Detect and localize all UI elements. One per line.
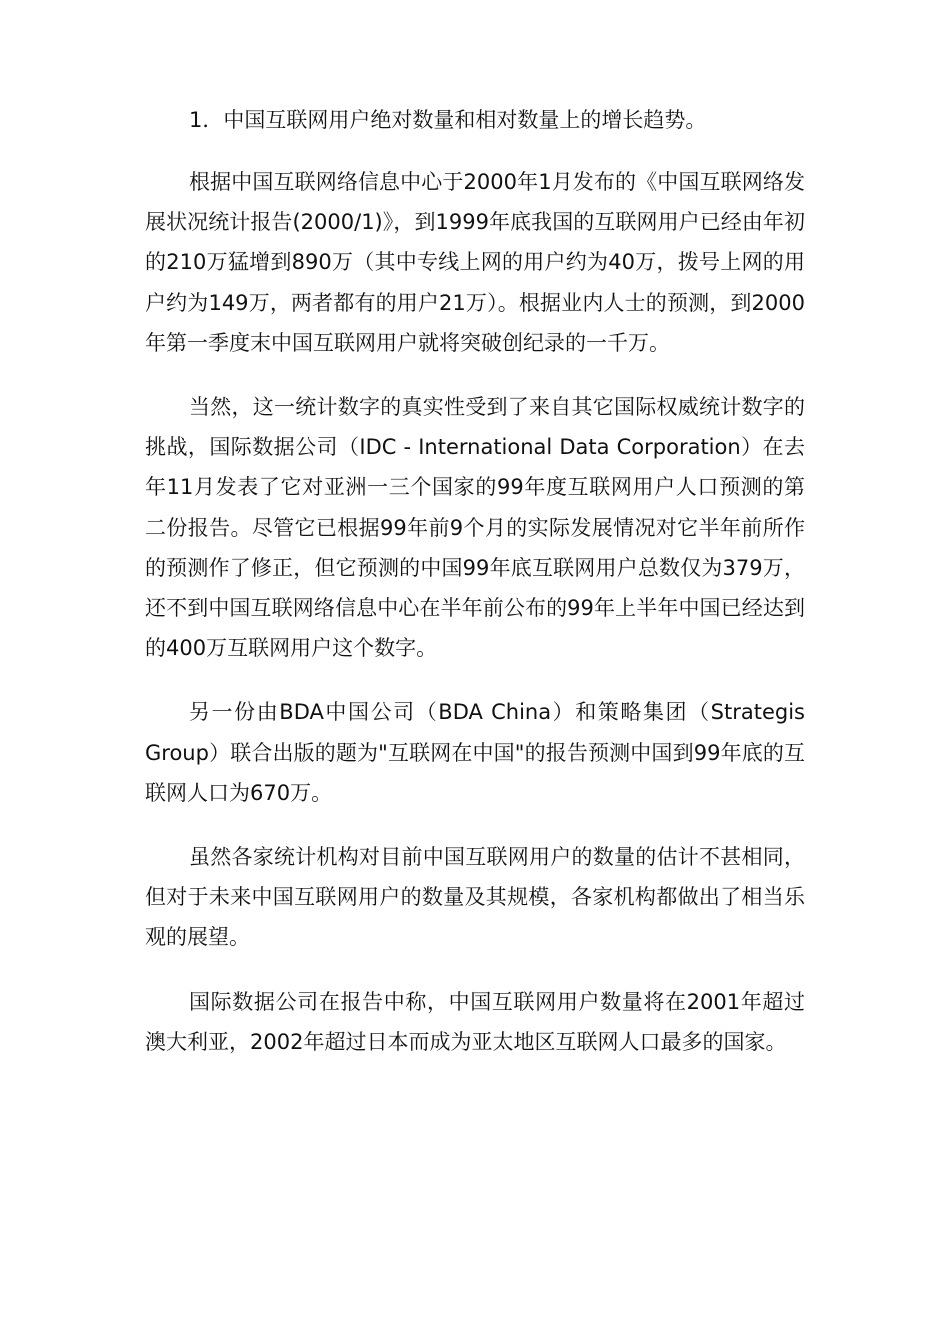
section-heading: 1．中国互联网用户绝对数量和相对数量上的增长趋势。 [189,108,707,132]
paragraph-outlook: 虽然各家统计机构对目前中国互联网用户的数量的估计不甚相同，但对于未来中国互联网用户的数量及其规模，各家机构都做出了相当乐观的展望。 [145,845,805,950]
paragraph-bda-report: 另一份由BDA中国公司（BDA China）和策略集团（Strategis Group）联合出版的题为"互联网在中国"的报告预测中国到99年底的互联网人口为670万。 [145,700,805,805]
paragraph-cnnic-report: 根据中国互联网络信息中心于2000年1月发布的《中国互联网络发展状况统计报告(2000/1)》，到1999年底我国的互联网用户已经由年初的210万猛增到890万（其中专线上网的用户约为40万，拨号上网的用户约为149万，两者都有的用户21万）。根据业内人士的预测，到2000年第一季度末中国互联网用户就将突破创纪录的一千万。 [145,170,805,355]
paragraph-idc-forecast: 国际数据公司在报告中称，中国互联网用户数量将在2001年超过澳大利亚，2002年超过日本而成为亚太地区互联网人口最多的国家。 [145,989,805,1054]
paragraph-idc-challenge: 当然，这一统计数字的真实性受到了来自其它国际权威统计数字的挑战，国际数据公司（IDC - International Data Corporation）在去年11月发表了它对亚洲一三个国家的99年度互联网用户人口预测的第二份报告。尽管它已根据99年前9个月的实际发展情况对它半年前所作的预测作了修正，但它预测的中国99年底互联网用户总数仅为379万，还不到中国互联网络信息中心在半年前公布的99年上半年中国已经达到的400万互联网用户这个数字。 [145,395,805,661]
document-page [145,100,805,1062]
